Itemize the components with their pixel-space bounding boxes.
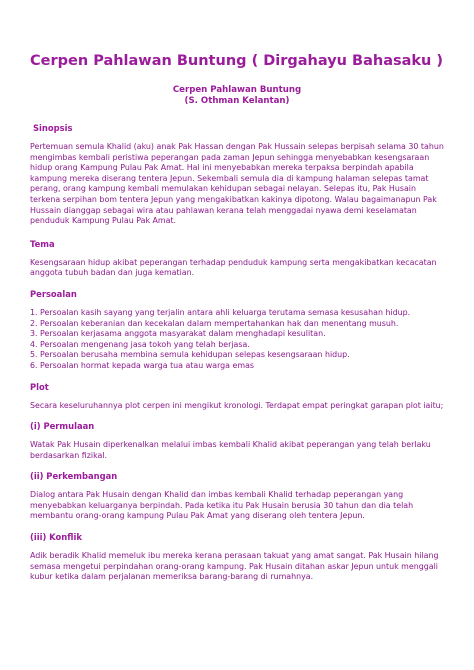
section-heading-permulaan: (i) Permulaan xyxy=(30,421,95,432)
list-item: 5. Persoalan berusaha membina semula kehidupan selepas kesengsaraan hidup. xyxy=(30,350,350,360)
section-heading-tema: Tema xyxy=(30,238,55,249)
subtitle-line-2: (S. Othman Kelantan) xyxy=(184,96,290,106)
tema-paragraph: Kesengsaraan hidup akibat peperangan terhadap penduduk kampung serta mengakibatkan kecacatan anggota tubuh badan dan juga kematian. xyxy=(30,257,437,278)
plot-paragraph: Secara keseluruhannya plot cerpen ini mengikut kronologi. Terdapat empat peringkat garapan plot iaitu; xyxy=(30,400,444,410)
list-item: 6. Persoalan hormat kepada warga tua atau warga emas xyxy=(30,360,255,370)
section-heading-sinopsis: Sinopsis xyxy=(33,123,73,133)
section-heading-konflik: (iii) Konflik xyxy=(30,532,82,543)
list-item: 3. Persoalan kerjasama anggota masyarakat dalam menghadapi kesulitan. xyxy=(30,329,326,339)
sinopsis-paragraph: Pertemuan semula Khalid (aku) anak Pak Hassan dengan Pak Hussain selepas berpisah selama 30 tahun mengimbas kembali peristiwa peperangan pada zaman Jepun sehingga menyebabkan kesengsaraan hidup orang Kampung Pulau Pak Amat. Hal ini menyebabkan mereka terpaksa berpindah apabila kampung mereka diserang tentera Jepun. Sekembali semula dia di kampung halaman selepas tamat perang, orang kampung kembali memulakan kehidupan sebagai nelayan. Selepas itu, Pak Husain terkena serpihan bom tentera Jepun yang mengakibatkan kakinya dipotong. Walau bagaimanapun Pak Hussain dianggap sebagai wira atau pahlawan kerana telah menggadai nyawa demi keselamatan penduduk Kampung Pulau Pak Amat. xyxy=(30,142,444,226)
subtitle-line-1: Cerpen Pahlawan Buntung xyxy=(172,85,302,95)
section-heading-perkembangan: (ii) Perkembangan xyxy=(30,471,118,482)
document-title: Cerpen Pahlawan Buntung ( Dirgahayu Bahasaku ) xyxy=(30,53,444,69)
konflik-paragraph: Adik beradik Khalid memeluk ibu mereka kerana perasaan takuat yang amat sangat. Pak Husain hilang semasa mengetui perpindahan orang-orang kampung. Pak Husain ditahan askar Jepun untuk menggali kubur ketika dalam perjalanan memeriksa barang-barang di rumahnya. xyxy=(30,551,439,582)
section-heading-plot: Plot xyxy=(30,381,49,392)
permulaan-paragraph: Watak Pak Husain diperkenalkan melalui imbas kembali Khalid akibat peperangan yang telah berlaku berdasarkan fizikal. xyxy=(30,440,431,460)
persoalan-list xyxy=(30,308,444,372)
list-item: 1. Persoalan kasih sayang yang terjalin antara ahli keluarga terutama semasa kesusahan hidup. xyxy=(30,307,411,317)
perkembangan-paragraph: Dialog antara Pak Husain dengan Khalid dan imbas kembali Khalid terhadap peperangan yang menyebabkan keluarganya berpindah. Pada ketika itu Pak Husain berusia 30 tahun dan dia telah membantu orang-orang kampung Pulau Pak Amat yang diserang oleh tentera Jepun. xyxy=(30,490,414,521)
list-item: 2. Persoalan keberanian dan kecekalan dalam mempertahankan hak dan menentang musuh. xyxy=(30,318,399,328)
section-heading-persoalan: Persoalan xyxy=(30,288,77,299)
document-subtitle xyxy=(30,85,444,107)
list-item: 4. Persoalan mengenang jasa tokoh yang telah berjasa. xyxy=(30,339,250,349)
